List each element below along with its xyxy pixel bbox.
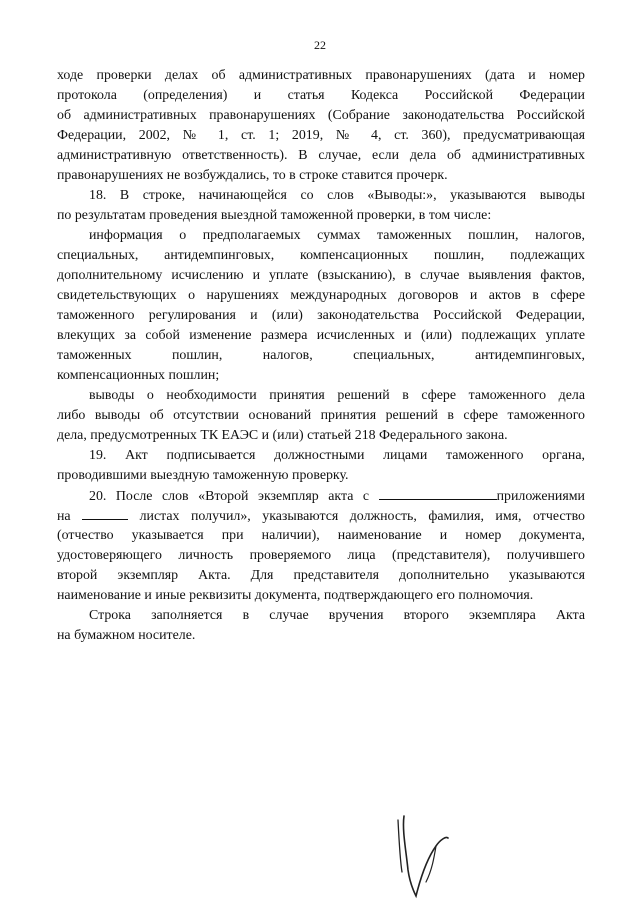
- text-line: специальных, антидемпинговых, компенсационных пошлин, подлежащих: [57, 248, 585, 263]
- signature-image: [396, 810, 456, 900]
- text-line: удостоверяющего личность проверяемого лица (представителя), получившего: [57, 548, 585, 563]
- text-line: протокола (определения) и статья Кодекса Российской Федерации: [57, 88, 585, 103]
- text-line: свидетельствующих о нарушениях международных договоров и актов в сфере: [57, 288, 585, 303]
- blank-field: [82, 506, 128, 520]
- page-number: 22: [314, 38, 326, 52]
- text-fragment: приложениями: [496, 489, 585, 504]
- text-line: либо выводы об отсутствии оснований принятия решений в сфере таможенного: [57, 408, 585, 423]
- text-line: таможенных пошлин, налогов, специальных, антидемпинговых,: [57, 348, 585, 363]
- text-line: по результатам проведения выездной таможенной проверки, в том числе:: [57, 208, 492, 223]
- text-line: влекущих за собой изменение размера исчисленных и (или) подлежащих уплате: [57, 328, 585, 343]
- text-line: таможенного регулирования и (или) законодательства Российской Федерации,: [57, 308, 585, 323]
- text-line: компенсационных пошлин;: [57, 368, 220, 383]
- text-line: на бумажном носителе.: [57, 628, 196, 643]
- blank-field: [379, 486, 497, 500]
- text-fragment: листах получил», указываются должность, фамилия, имя, отчество: [139, 509, 585, 524]
- text-fragment: 20. После слов «Второй экземпляр акта с: [89, 489, 370, 504]
- text-line: (отчество указывается при наличии), наименование и номер документа,: [57, 528, 585, 543]
- text-line: наименование и иные реквизиты документа, подтверждающего его полномочия.: [57, 588, 534, 603]
- text-line: 19. Акт подписывается должностными лицами таможенного органа,: [89, 448, 585, 463]
- text-line: дела, предусмотренных ТК ЕАЭС и (или) статьей 218 Федерального закона.: [57, 428, 508, 443]
- text-line: административную ответственность). В случае, если дела об административных: [57, 148, 585, 163]
- text-line: проводившими выездную таможенную проверку.: [57, 468, 349, 483]
- text-line: [89, 486, 585, 506]
- text-line: дополнительному исчислению и уплате (взысканию), в случае выявления фактов,: [57, 268, 585, 283]
- text-line: об административных правонарушениях (Собрание законодательства Российской: [57, 108, 585, 123]
- text-line: Строка заполняется в случае вручения второго экземпляра Акта: [89, 608, 585, 623]
- text-line: Федерации, 2002, № 1, ст. 1; 2019, № 4, ст. 360), предусматривающая: [57, 128, 585, 143]
- text-fragment: на: [57, 509, 71, 524]
- text-line: 18. В строке, начинающейся со слов «Выводы:», указываются выводы: [89, 188, 585, 203]
- text-line: выводы о необходимости принятия решений в сфере таможенного дела: [89, 388, 585, 403]
- text-line: информация о предполагаемых суммах таможенных пошлин, налогов,: [89, 228, 585, 243]
- text-line: правонарушениях не возбуждались, то в строке ставится прочерк.: [57, 168, 448, 183]
- text-line: второй экземпляр Акта. Для представителя дополнительно указываются: [57, 568, 585, 583]
- text-line: ходе проверки делах об административных правонарушениях (дата и номер: [57, 68, 585, 83]
- text-line: [57, 506, 585, 526]
